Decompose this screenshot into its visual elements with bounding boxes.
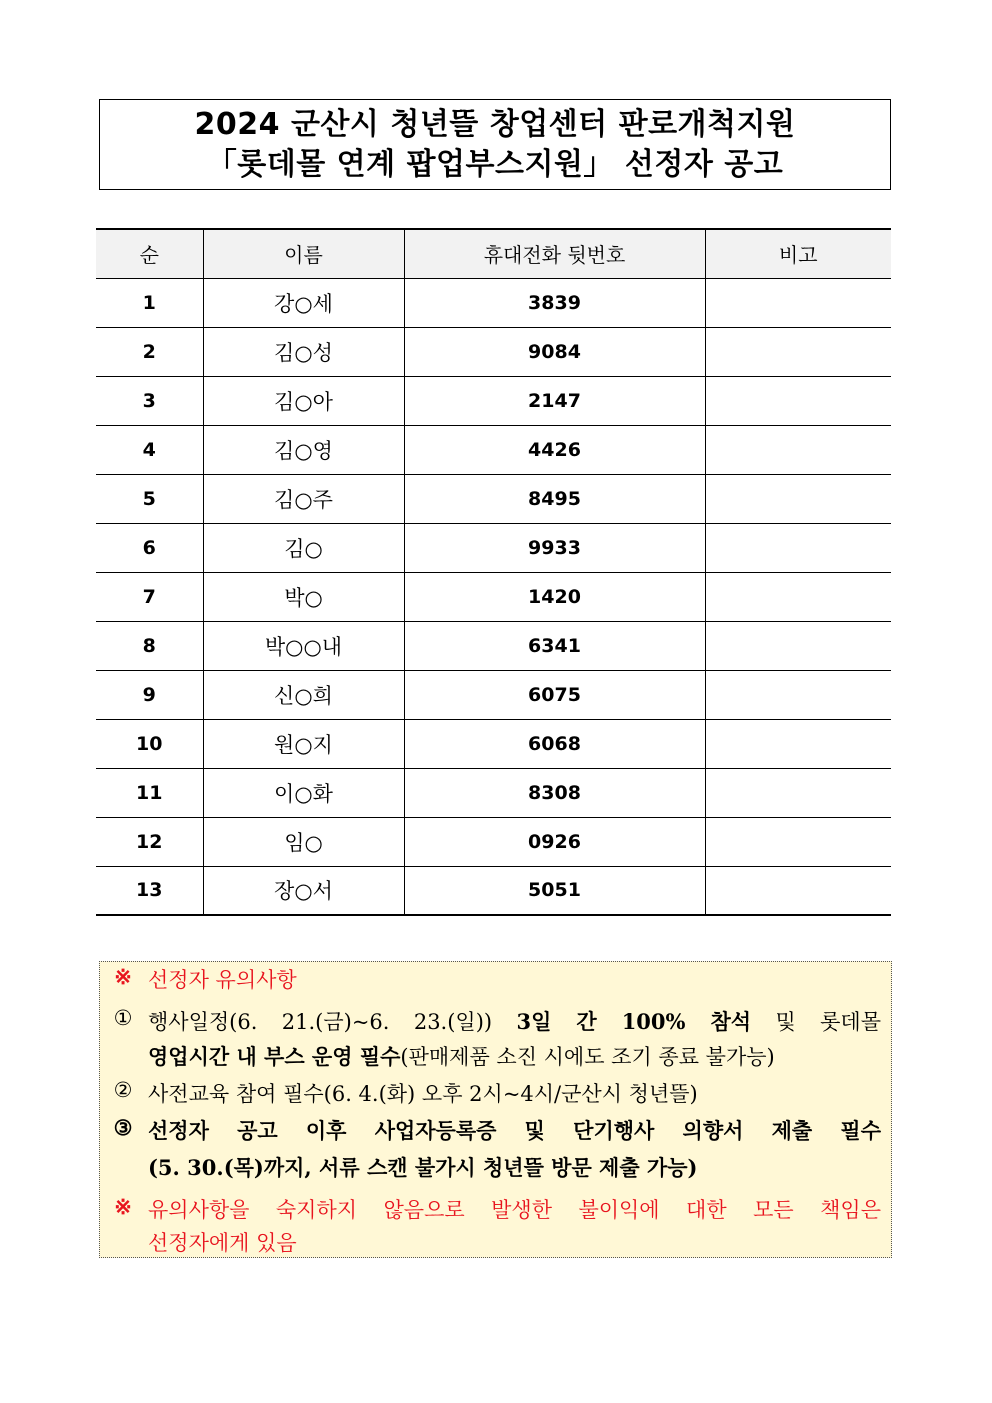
table-row [96, 523, 891, 572]
reference-mark-icon: ※ [114, 1194, 132, 1219]
header-note: 비고 [705, 229, 891, 278]
table-row [96, 768, 891, 817]
row-number: 13 [96, 866, 203, 915]
header-number: 순 [96, 229, 203, 278]
notice-item-2-text: 사전교육 참여 필수(6. 4.(화) 오후 2시~4시/군산시 청년뜰) [148, 1082, 698, 1106]
row-note [705, 278, 891, 327]
lotte-mall-text: 및 롯데몰 [775, 1010, 881, 1034]
row-phone: 4426 [404, 425, 705, 474]
row-number: 1 [96, 278, 203, 327]
attendance-text: 3일 간 100% 참석 [516, 1009, 752, 1034]
row-name: 원○지 [203, 719, 404, 768]
circled-1-icon: ① [113, 1006, 133, 1030]
title-line-1: 2024 군산시 청년뜰 창업센터 판로개척지원 [194, 106, 796, 142]
row-phone: 6075 [404, 670, 705, 719]
row-note [705, 425, 891, 474]
notice-warning-line-1: 유의사항을 숙지하지 않음으로 발생한 불이익에 대한 모든 책임은 [148, 1198, 881, 1222]
booth-operation-text: 영업시간 내 부스 운영 필수 [148, 1044, 401, 1069]
row-name: 김○성 [203, 327, 404, 376]
row-name: 신○희 [203, 670, 404, 719]
row-name: 박○○내 [203, 621, 404, 670]
row-name: 박○ [203, 572, 404, 621]
circled-3-icon: ③ [113, 1115, 133, 1140]
no-early-close-text: (판매제품 소진 시에도 조기 종료 불가능) [400, 1045, 775, 1069]
reference-mark-icon: ※ [114, 964, 132, 989]
row-phone: 8308 [404, 768, 705, 817]
notice-item-1-line-1 [148, 1006, 881, 1036]
table-row [96, 376, 891, 425]
row-note [705, 621, 891, 670]
title-line-2: 「롯데몰 연계 팝업부스지원」 선정자 공고 [206, 146, 784, 182]
table-header-row [96, 229, 891, 278]
row-note [705, 327, 891, 376]
table-row [96, 670, 891, 719]
row-number: 5 [96, 474, 203, 523]
row-phone: 5051 [404, 866, 705, 915]
row-phone: 9084 [404, 327, 705, 376]
row-phone: 0926 [404, 817, 705, 866]
table-row [96, 425, 891, 474]
row-note [705, 768, 891, 817]
row-note [705, 523, 891, 572]
row-number: 8 [96, 621, 203, 670]
announcement-title-box [99, 99, 891, 190]
row-note [705, 572, 891, 621]
row-number: 12 [96, 817, 203, 866]
table-row [96, 817, 891, 866]
row-number: 7 [96, 572, 203, 621]
table-row [96, 474, 891, 523]
row-number: 10 [96, 719, 203, 768]
header-name: 이름 [203, 229, 404, 278]
row-number: 6 [96, 523, 203, 572]
row-name: 김○주 [203, 474, 404, 523]
row-note [705, 376, 891, 425]
schedule-text: 행사일정(6. 21.(금)~6. 23.(일)) [148, 1010, 493, 1034]
notice-warning-line-2: 선정자에게 있음 [148, 1231, 297, 1255]
row-name: 장○서 [203, 866, 404, 915]
circled-2-icon: ② [113, 1078, 133, 1102]
row-name: 강○세 [203, 278, 404, 327]
notice-box [99, 961, 892, 1258]
row-name: 임○ [203, 817, 404, 866]
row-name: 이○화 [203, 768, 404, 817]
notice-item-3-line-1: 선정자 공고 이후 사업자등록증 및 단기행사 의향서 제출 필수 [148, 1118, 881, 1143]
row-note [705, 866, 891, 915]
table-row [96, 572, 891, 621]
row-number: 2 [96, 327, 203, 376]
selected-applicants-table [96, 228, 891, 916]
notice-item-1-line-2 [148, 1041, 881, 1071]
row-number: 3 [96, 376, 203, 425]
row-note [705, 719, 891, 768]
table-row [96, 866, 891, 915]
row-note [705, 474, 891, 523]
row-number: 4 [96, 425, 203, 474]
table-row [96, 278, 891, 327]
row-phone: 9933 [404, 523, 705, 572]
row-phone: 6068 [404, 719, 705, 768]
row-phone: 3839 [404, 278, 705, 327]
header-phone: 휴대전화 뒷번호 [404, 229, 705, 278]
row-phone: 1420 [404, 572, 705, 621]
table-row [96, 621, 891, 670]
row-phone: 8495 [404, 474, 705, 523]
row-note [705, 817, 891, 866]
notice-heading-text: 선정자 유의사항 [148, 968, 297, 992]
row-note [705, 670, 891, 719]
row-phone: 2147 [404, 376, 705, 425]
row-name: 김○영 [203, 425, 404, 474]
row-phone: 6341 [404, 621, 705, 670]
row-number: 9 [96, 670, 203, 719]
row-name: 김○아 [203, 376, 404, 425]
row-number: 11 [96, 768, 203, 817]
table-row [96, 327, 891, 376]
table-row [96, 719, 891, 768]
notice-item-3-line-2: (5. 30.(목)까지, 서류 스캔 불가시 청년뜰 방문 제출 가능) [148, 1155, 698, 1180]
row-name: 김○ [203, 523, 404, 572]
